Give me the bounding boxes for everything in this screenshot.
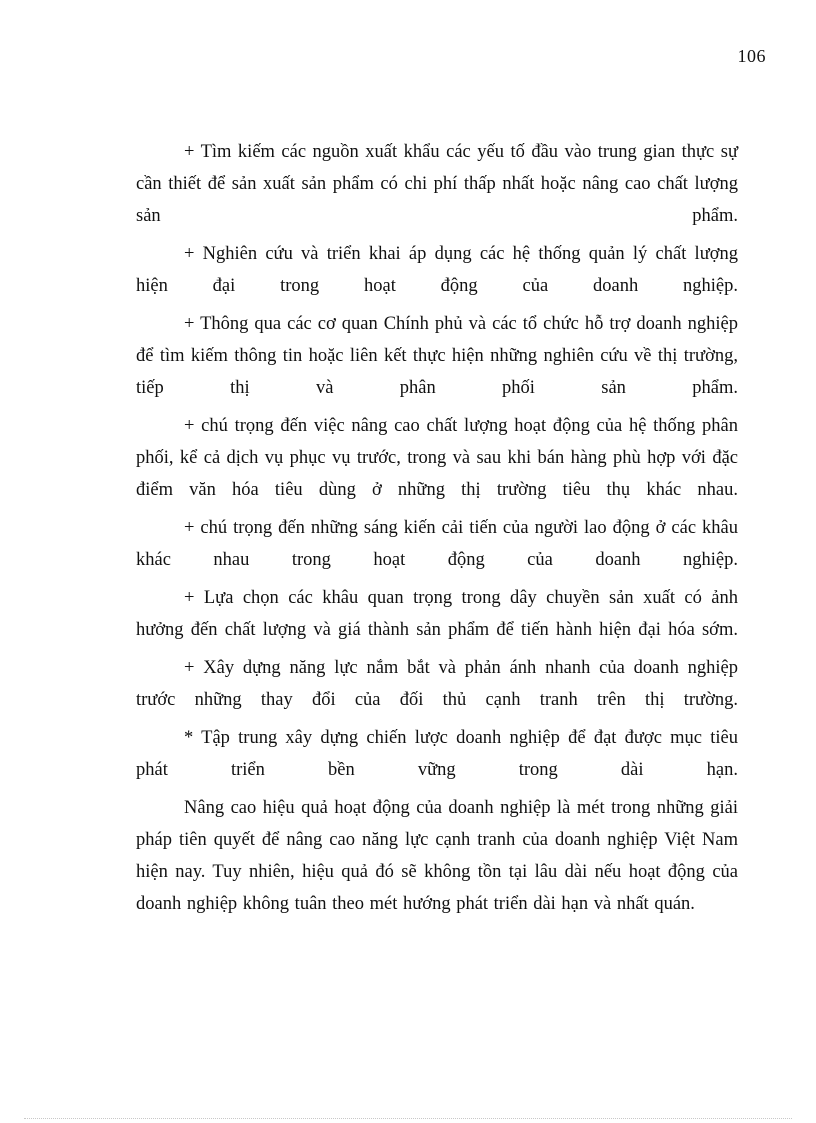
paragraph-modernization: + Lựa chọn các khâu quan trọng trong dây chuyền sản xuất có ảnh hưởng đến chất lượng và giá thành sản phẩm để tiến hành hiện đại hóa sớm.	[136, 588, 738, 640]
paragraph-import-inputs: + Tìm kiếm các nguồn xuất khẩu các yếu tố đầu vào trung gian thực sự cần thiết để sản xuất sản phẩm có chi phí thấp nhất hoặc nâng cao chất lượng sản phẩm.	[136, 142, 738, 226]
paragraph-conclusion: Nâng cao hiệu quả hoạt động của doanh nghiệp là mét trong những giải pháp tiên quyết để nâng cao năng lực cạnh tranh của doanh nghiệp Việt Nam hiện nay. Tuy nhiên, hiệu quả đó sẽ không tồn tại lâu dài nếu hoạt động của doanh nghiệp không tuân theo mét hướng phát triển dài hạn và nhất quán.	[136, 798, 738, 914]
paragraph-worker-initiatives: + chú trọng đến những sáng kiến cải tiến của người lao động ở các khâu khác nhau trong hoạt động của doanh nghiệp.	[136, 518, 738, 570]
paragraph-competitor-response: + Xây dựng năng lực nắm bắt và phản ánh nhanh của doanh nghiệp trước những thay đổi của đối thủ cạnh tranh trên thị trường.	[136, 658, 738, 710]
paragraph-government-support: + Thông qua các cơ quan Chính phủ và các tổ chức hỗ trợ doanh nghiệp để tìm kiếm thông tin hoặc liên kết thực hiện những nghiên cứu về thị trường, tiếp thị và phân phối sản phẩm.	[136, 314, 738, 398]
paragraph-distribution-quality: + chú trọng đến việc nâng cao chất lượng hoạt động của hệ thống phân phối, kể cả dịch vụ phục vụ trước, trong và sau khi bán hàng phù hợp với đặc điểm văn hóa tiêu dùng ở những thị trường tiêu thụ khác nhau.	[136, 416, 738, 500]
paragraph-strategy-focus: * Tập trung xây dựng chiến lược doanh nghiệp để đạt được mục tiêu phát triển bền vững trong dài hạn.	[136, 728, 738, 780]
page-number: 106	[737, 46, 766, 66]
footer-divider	[24, 1118, 792, 1119]
document-body	[136, 136, 738, 926]
paragraph-quality-systems: + Nghiên cứu và triển khai áp dụng các hệ thống quản lý chất lượng hiện đại trong hoạt động của doanh nghiệp.	[136, 244, 738, 296]
